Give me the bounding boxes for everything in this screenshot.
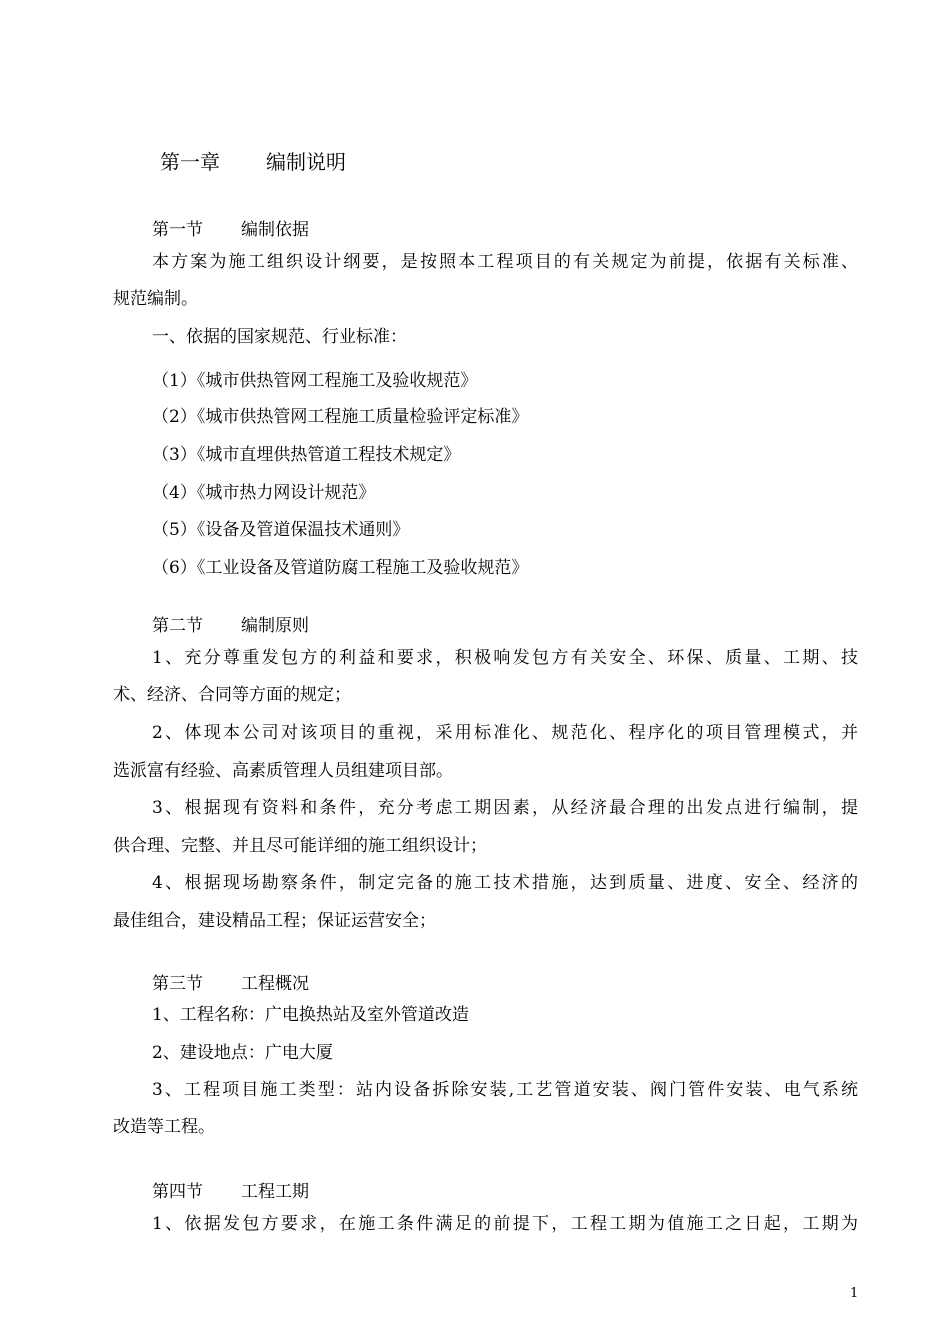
standard-item: （2）《城市供热管网工程施工质量检验评定标准》	[152, 407, 529, 427]
section-1-intro-line-1: 本方案为施工组织设计纲要，是按照本工程项目的有关规定为前提，依据有关标准、	[152, 252, 858, 272]
section-4-title: 工程工期	[241, 1182, 309, 1202]
overview-item-2: 2、建设地点：广电大厦	[152, 1043, 333, 1063]
overview-item-1: 1、工程名称：广电换热站及室外管道改造	[152, 1005, 469, 1025]
section-1-intro-line-2: 规范编制。	[113, 289, 198, 309]
standard-item: （1）《城市供热管网工程施工及验收规范》	[152, 371, 478, 391]
principle-3-line-2: 供合理、完整、并且尽可能详细的施工组织设计；	[113, 836, 487, 856]
principle-1-line-2: 术、经济、合同等方面的规定；	[113, 685, 351, 705]
principle-1-line-1: 1、充分尊重发包方的利益和要求，积极响发包方有关安全、环保、质量、工期、技	[152, 648, 858, 668]
overview-item-3-line-1: 3、工程项目施工类型：站内设备拆除安装,工艺管道安装、阀门管件安装、电气系统	[152, 1080, 858, 1100]
section-1-heading	[152, 218, 309, 242]
section-1-subhead: 一、依据的国家规范、行业标准：	[152, 327, 407, 347]
principle-4-line-1: 4、根据现场勘察条件，制定完备的施工技术措施，达到质量、进度、安全、经济的	[152, 873, 858, 893]
standard-item: （6）《工业设备及管道防腐工程施工及验收规范》	[152, 558, 529, 578]
standard-item: （3）《城市直埋供热管道工程技术规定》	[152, 445, 461, 465]
schedule-item-1-line-1: 1、依据发包方要求，在施工条件满足的前提下，工程工期为值施工之日起，工期为	[152, 1214, 858, 1234]
principle-2-line-1: 2、体现本公司对该项目的重视，采用标准化、规范化、程序化的项目管理模式，并	[152, 723, 858, 743]
section-1-title: 编制依据	[241, 220, 309, 240]
section-4-number: 第四节	[152, 1182, 203, 1202]
section-2-heading	[152, 614, 309, 638]
chapter-title: 编制说明	[266, 150, 346, 174]
standard-item: （5）《设备及管道保温技术通则》	[152, 520, 410, 540]
section-1-number: 第一节	[152, 220, 203, 240]
section-3-title: 工程概况	[241, 974, 309, 994]
standard-item: （4）《城市热力网设计规范》	[152, 483, 376, 503]
principle-3-line-1: 3、根据现有资料和条件，充分考虑工期因素，从经济最合理的出发点进行编制，提	[152, 798, 858, 818]
principle-2-line-2: 选派富有经验、高素质管理人员组建项目部。	[113, 761, 453, 781]
section-3-number: 第三节	[152, 974, 203, 994]
section-2-number: 第二节	[152, 616, 203, 636]
principle-4-line-2: 最佳组合，建设精品工程；保证运营安全；	[113, 911, 436, 931]
chapter-heading	[160, 148, 346, 176]
section-2-title: 编制原则	[241, 616, 309, 636]
section-4-heading	[152, 1180, 309, 1204]
page-number: 1	[850, 1286, 859, 1301]
chapter-number: 第一章	[160, 150, 220, 174]
section-3-heading	[152, 972, 309, 996]
overview-item-3-line-2: 改造等工程。	[113, 1117, 215, 1137]
